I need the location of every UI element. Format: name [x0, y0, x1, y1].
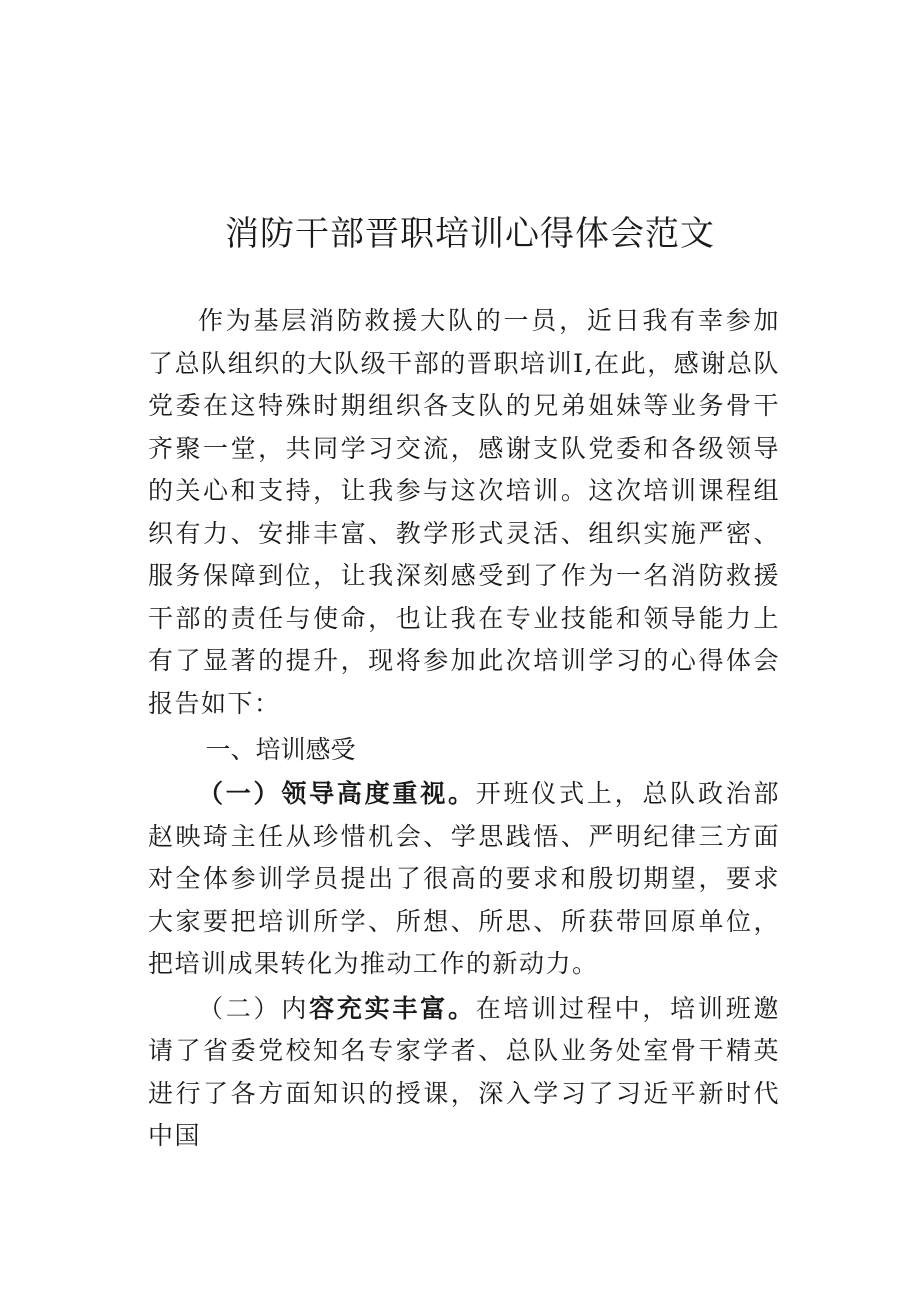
- item-paragraph-2: [148, 988, 780, 1158]
- item-text-1: 开班仪式上，总队政治部赵映琦主任从珍惜机会、学思践悟、严明纪律三方面对全体参训学员提出了很高的要求和殷切期望，要求大家要把培训所学、所想、所思、所获带回原单位，把培训成果转化为推动工作的新动力。: [148, 779, 780, 978]
- item-prefix-2: （二）内: [198, 993, 310, 1023]
- document-title: 消防干部晋职培训心得体会范文: [225, 214, 715, 254]
- item-lead-1: （一）领导高度重视。: [198, 779, 476, 808]
- item-lead-2: 容充实丰富。: [309, 993, 476, 1023]
- intro-paragraph: 作为基层消防救援大队的一员，近日我有幸参加了总队组织的大队级干部的晋职培训I,在此，感谢总队党委在这特殊时期组织各支队的兄弟姐妹等业务骨干齐聚一堂，共同学习交流，感谢支队党委和各级领导的关心和支持，让我参与这次培训。这次培训课程组织有力、安排丰富、教学形式灵活、组织实施严密、服务保障到位，让我深刻感受到了作为一名消防救援干部的责任与使命，也让我在专业技能和领导能力上有了显著的提升，现将参加此次培训学习的心得体会报告如下：: [148, 306, 780, 718]
- item-paragraph-1: [148, 773, 780, 986]
- section-heading-1: 一、培训感受: [205, 735, 356, 764]
- document-body: [148, 300, 780, 1158]
- item-text-2: 在培训过程中，培训班邀请了省委党校知名专家学者、总队业务处室骨干精英进行了各方面知识的授课，深入学习了习近平新时代中国: [148, 993, 780, 1150]
